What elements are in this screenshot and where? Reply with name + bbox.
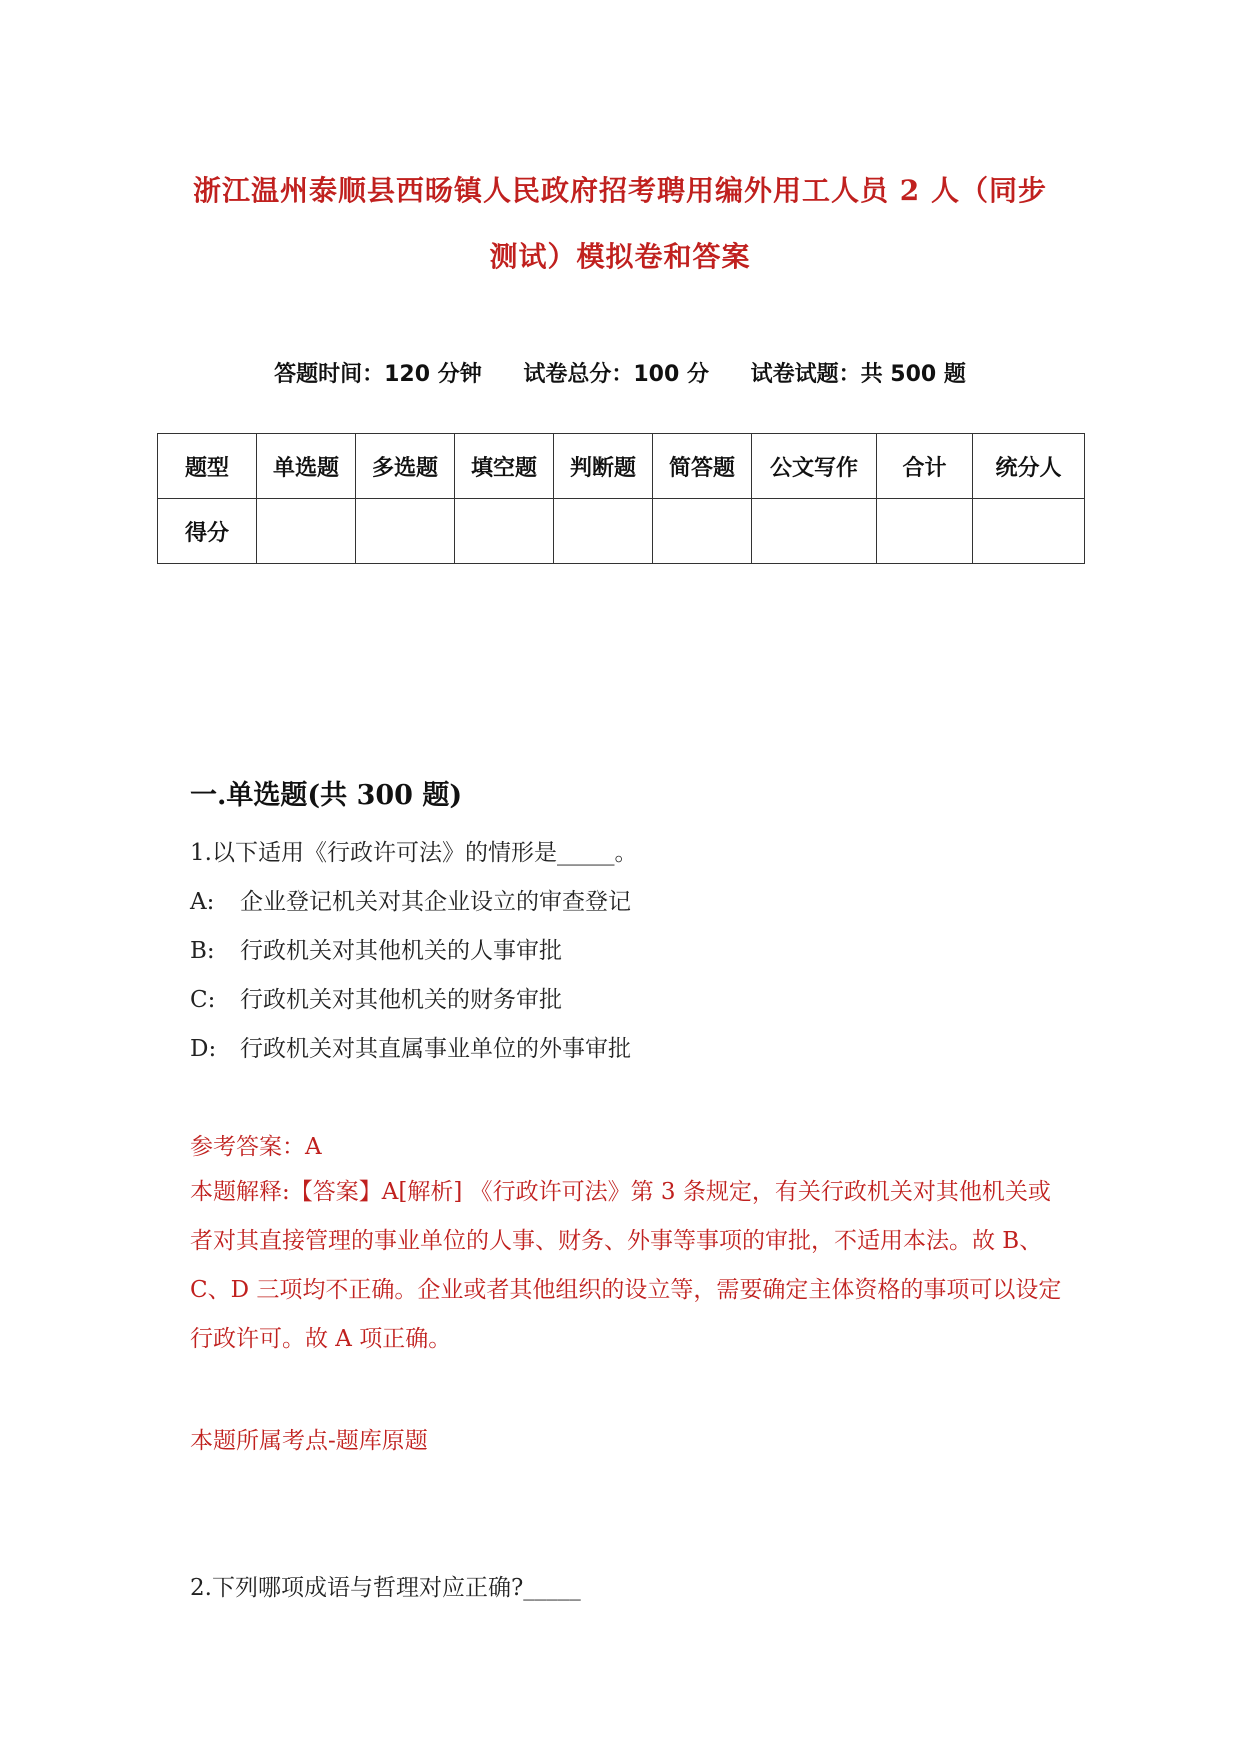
- header-cell: 单选题: [257, 434, 356, 499]
- question-2-stem: 2.下列哪项成语与哲理对应正确?_____: [190, 1575, 581, 1601]
- header-cell: 统分人: [973, 434, 1085, 499]
- exam-time: 答题时间：120 分钟: [274, 362, 482, 387]
- question-1-answer: 参考答案：A: [190, 1134, 322, 1160]
- header-cell: 填空题: [455, 434, 554, 499]
- title-line-2: 测试）模拟卷和答案: [489, 240, 751, 273]
- exam-total-score: 试卷总分：100 分: [523, 362, 709, 387]
- option-text: 行政机关对其直属事业单位的外事审批: [240, 1036, 631, 1062]
- document-title: [120, 158, 1120, 290]
- score-cell[interactable]: [257, 499, 356, 564]
- question-1-knowledge-point: 本题所属考点-题库原题: [190, 1428, 428, 1454]
- score-table-header-row: [158, 434, 1085, 499]
- option-letter: B:: [190, 938, 215, 964]
- score-cell[interactable]: [653, 499, 752, 564]
- header-cell: 公文写作: [752, 434, 877, 499]
- score-cell[interactable]: [973, 499, 1085, 564]
- score-table-score-row: [158, 499, 1085, 564]
- header-cell: 简答题: [653, 434, 752, 499]
- section-title: 一.单选题(共 300 题): [190, 780, 463, 811]
- question-1-stem: 1.以下适用《行政许可法》的情形是_____。: [190, 840, 638, 866]
- score-cell[interactable]: [554, 499, 653, 564]
- header-cell: 多选题: [356, 434, 455, 499]
- question-1-option-d: [190, 1030, 631, 1063]
- exam-info: [120, 357, 1120, 388]
- score-cell[interactable]: [877, 499, 973, 564]
- option-letter: D:: [190, 1036, 217, 1062]
- score-cell[interactable]: [455, 499, 554, 564]
- header-cell: 合计: [877, 434, 973, 499]
- question-1-option-b: [190, 932, 562, 965]
- title-line-1: 浙江温州泰顺县西旸镇人民政府招考聘用编外用工人员 2 人（同步: [193, 174, 1047, 207]
- score-cell[interactable]: [356, 499, 455, 564]
- option-text: 行政机关对其他机关的财务审批: [240, 987, 562, 1013]
- option-text: 企业登记机关对其企业设立的审查登记: [240, 889, 631, 915]
- header-cell: 题型: [158, 434, 257, 499]
- option-letter: A:: [190, 889, 215, 915]
- question-1-option-c: [190, 981, 562, 1014]
- option-letter: C:: [190, 987, 216, 1013]
- question-1-option-a: [190, 883, 631, 916]
- option-text: 行政机关对其他机关的人事审批: [240, 938, 562, 964]
- score-table: [157, 433, 1085, 564]
- header-cell: 判断题: [554, 434, 653, 499]
- score-row-label: 得分: [158, 499, 257, 564]
- exam-question-count: 试卷试题：共 500 题: [750, 362, 966, 387]
- question-1-explanation: 本题解释:【答案】A[解析] 《行政许可法》第 3 条规定，有关行政机关对其他机关或者对其直接管理的事业单位的人事、财务、外事等事项的审批，不适用本法。故 B、C、D 三项均不正确。企业或者其他组织的设立等，需要确定主体资格的事项可以设定行政许可。故 A 项正确。: [190, 1179, 1062, 1352]
- score-cell[interactable]: [752, 499, 877, 564]
